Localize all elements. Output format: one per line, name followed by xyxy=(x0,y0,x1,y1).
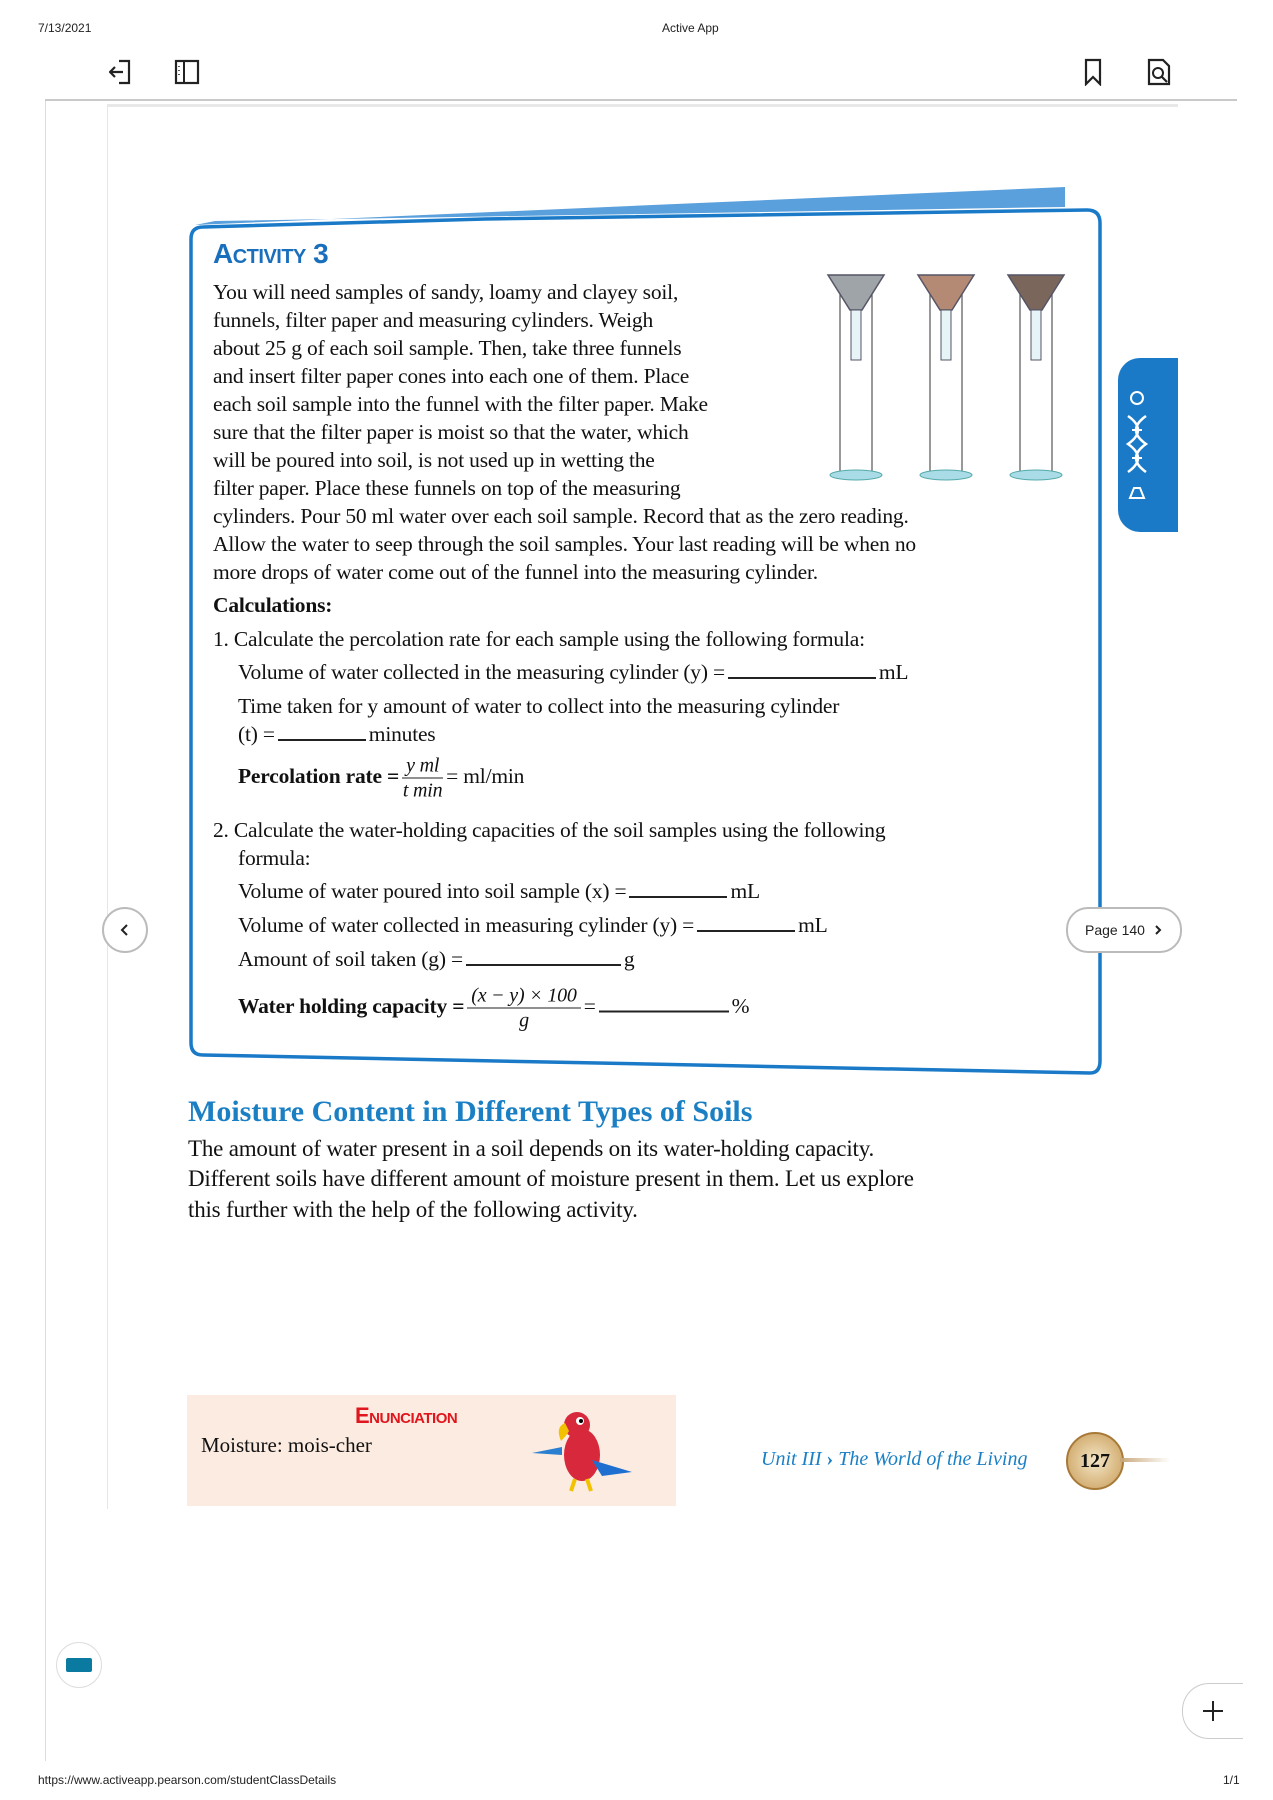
funnel-cylinders-illustration xyxy=(820,270,1070,485)
activity-text-line: will be poured into soil, is not used up in wetting the xyxy=(213,448,655,472)
rate-numerator: y ml xyxy=(402,754,443,779)
page-number-badge xyxy=(1066,1432,1124,1490)
volume-unit: mL xyxy=(878,660,909,684)
collected-line xyxy=(238,911,828,939)
print-url: https://www.activeapp.pearson.com/studentClassDetails xyxy=(38,1773,337,1787)
activity-text-line: and insert filter paper cones into each one of them. Place xyxy=(213,364,690,388)
search-page-icon xyxy=(1146,58,1172,86)
activity-text-line: sure that the filter paper is moist so that the water, which xyxy=(213,420,689,444)
print-page-count: 1/1 xyxy=(1223,1773,1240,1787)
whc-numerator: (x − y) × 100 xyxy=(467,984,580,1009)
poured-unit: mL xyxy=(730,879,760,903)
item1-text: 1. Calculate the percolation rate for each sample using the following formula: xyxy=(213,627,865,651)
badge-decoration xyxy=(1120,1458,1170,1462)
poured-label: Volume of water poured into soil sample (x) = xyxy=(238,879,627,903)
add-button[interactable] xyxy=(1182,1683,1243,1739)
unit-label: Unit III xyxy=(761,1448,822,1470)
rate-result: = ml/min xyxy=(446,763,525,788)
section-text-line: this further with the help of the following activity. xyxy=(188,1197,638,1222)
activity-text-line: filter paper. Place these funnels on top of the measuring xyxy=(213,476,681,500)
soil-unit: g xyxy=(623,947,635,971)
sidebar-toggle-button[interactable] xyxy=(172,57,202,87)
whc-formula xyxy=(238,984,749,1033)
sidebar-panel-icon xyxy=(174,58,200,86)
whc-equals: = xyxy=(583,993,596,1018)
plus-icon xyxy=(1201,1699,1225,1723)
next-page-button[interactable] xyxy=(1066,907,1182,953)
next-page-label: Page 140 xyxy=(1085,922,1145,938)
activity-text-line: cylinders. Pour 50 ml water over each soil sample. Record that as the zero reading. xyxy=(213,504,909,528)
section-heading: Moisture Content in Different Types of Soils xyxy=(188,1095,753,1128)
item1-volume-line xyxy=(238,658,908,686)
activity-text-line: more drops of water come out of the funnel into the measuring cylinder. xyxy=(213,560,818,584)
sidebar-edge xyxy=(45,101,46,1761)
item1-time-label: Time taken for y amount of water to collect into the measuring cylinder xyxy=(238,694,840,718)
volume-label: Volume of water collected in the measuring cylinder (y) = xyxy=(238,660,725,684)
calculations-label: Calculations: xyxy=(213,593,333,617)
time-unit: minutes xyxy=(368,722,436,746)
activity-text-line: funnels, filter paper and measuring cylinders. Weigh xyxy=(213,308,654,332)
enunciation-box xyxy=(187,1395,676,1506)
soil-label: Amount of soil taken (g) = xyxy=(238,947,463,971)
parrot-icon xyxy=(527,1405,637,1495)
bookmark-icon xyxy=(1082,58,1104,86)
chevron-right-icon xyxy=(1153,924,1163,936)
unit-breadcrumb xyxy=(761,1448,1028,1471)
activity-title: Activity 3 xyxy=(213,238,329,269)
chevron-left-icon xyxy=(119,923,131,937)
rate-denominator: t min xyxy=(402,779,443,802)
section-text-line: Different soils have different amount of moisture present in them. Let us explore xyxy=(188,1166,914,1191)
activity-text-line: You will need samples of sandy, loamy and clayey soil, xyxy=(213,280,679,304)
exit-button[interactable] xyxy=(107,57,137,87)
exit-icon xyxy=(109,58,135,86)
collected-unit: mL xyxy=(798,913,828,937)
time-blank xyxy=(278,725,366,741)
volume-blank xyxy=(728,663,876,679)
collected-blank xyxy=(697,916,795,932)
poured-blank xyxy=(629,882,727,898)
print-date: 7/13/2021 xyxy=(38,21,92,35)
soil-blank xyxy=(466,950,621,966)
print-title: Active App xyxy=(662,21,719,35)
time-prefix: (t) = xyxy=(238,722,275,746)
search-page-button[interactable] xyxy=(1144,57,1174,87)
soil-line xyxy=(238,945,634,973)
section-text-line: The amount of water present in a soil depends on its water-holding capacity. xyxy=(188,1136,875,1161)
page-number: 127 xyxy=(1080,1449,1110,1472)
enunciation-text: Moisture: mois-cher xyxy=(201,1433,372,1457)
activity-text-line: Allow the water to seep through the soil samples. Your last reading will be when no xyxy=(213,532,916,556)
toolbar-divider xyxy=(45,99,1237,101)
whc-label: Water holding capacity = xyxy=(238,993,465,1018)
item1-time-line xyxy=(238,720,435,748)
percolation-formula xyxy=(238,754,524,803)
item2-text: 2. Calculate the water-holding capacities of the soil samples using the following xyxy=(213,818,886,842)
enunciation-title: Enunciation xyxy=(355,1403,458,1428)
activity-text-line: each soil sample into the funnel with the filter paper. Make xyxy=(213,392,708,416)
previous-page-button[interactable] xyxy=(102,907,148,953)
science-dna-icon xyxy=(1118,358,1178,532)
poured-line xyxy=(238,877,760,905)
chapter-label: The World of the Living xyxy=(838,1448,1028,1470)
whc-blank xyxy=(599,997,729,1013)
notes-icon xyxy=(66,1658,92,1672)
whc-unit: % xyxy=(731,993,750,1018)
item2-text-cont: formula: xyxy=(238,846,311,870)
subject-tab[interactable] xyxy=(1118,358,1178,532)
chevron-right-icon: › xyxy=(826,1448,834,1470)
bookmark-button[interactable] xyxy=(1078,57,1108,87)
whc-denominator: g xyxy=(519,1009,529,1032)
activity-text-line: about 25 g of each soil sample. Then, take three funnels xyxy=(213,336,682,360)
collected-label: Volume of water collected in measuring cylinder (y) = xyxy=(238,913,695,937)
rate-label: Percolation rate = xyxy=(238,763,400,788)
notes-button[interactable] xyxy=(56,1642,102,1688)
